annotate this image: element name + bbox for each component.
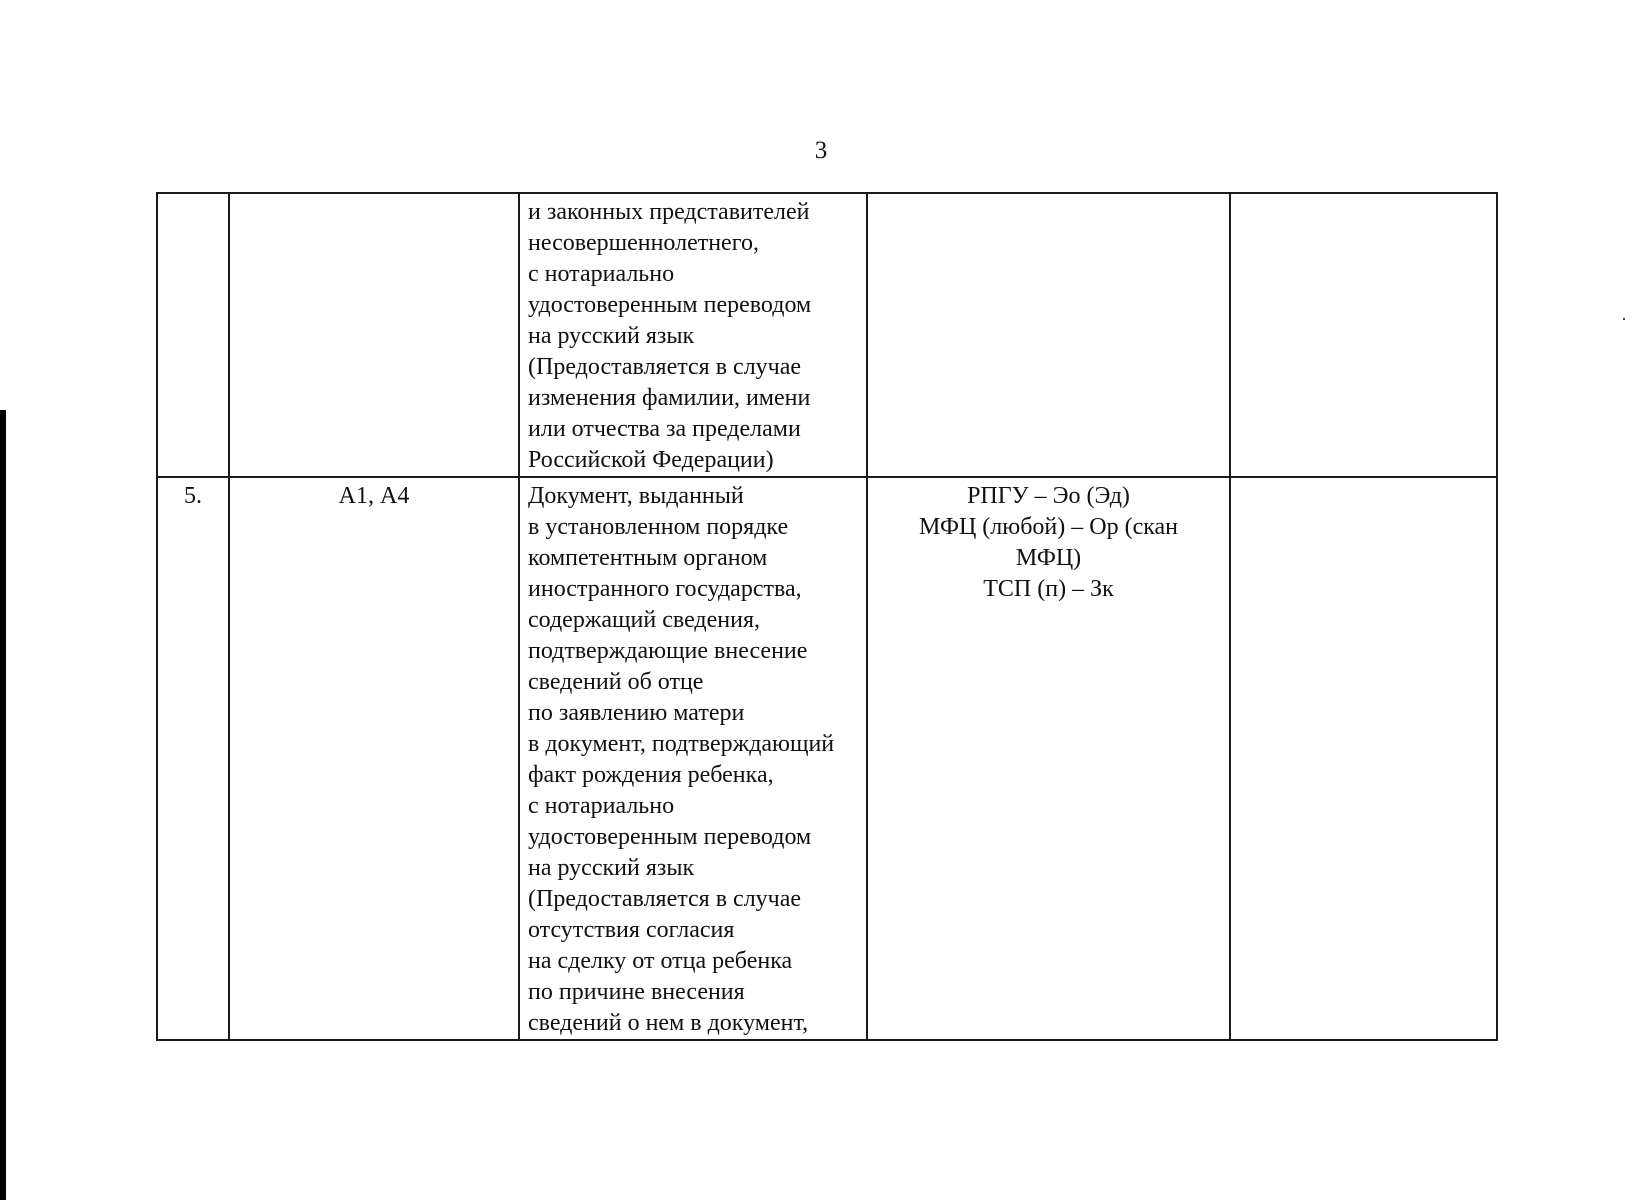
document-line: подтверждающие внесение — [528, 638, 808, 664]
submission-line: МФЦ (любой) – Ор (скан — [918, 514, 1179, 540]
document-line: Документ, выданный — [528, 483, 744, 509]
document-line: в документ, подтверждающий — [528, 731, 835, 757]
scan-speck — [1623, 318, 1625, 320]
applicant-category-cell — [229, 193, 519, 477]
document-line: удостоверенным переводом — [528, 292, 812, 318]
applicant-category-cell: А1, А4 — [229, 477, 519, 1040]
notes-cell — [1230, 477, 1497, 1040]
document-line: отсутствия согласия — [528, 917, 735, 943]
document-line: сведений об отце — [528, 669, 704, 695]
notes-cell — [1230, 193, 1497, 477]
submission-line: РПГУ – Эо (Эд) — [967, 483, 1130, 509]
document-line: с нотариально — [528, 793, 675, 819]
document-line: несовершеннолетнего, — [528, 230, 759, 256]
submission-method-cell — [867, 193, 1230, 477]
document-line: с нотариально — [528, 261, 675, 287]
document-line: компетентным органом — [528, 545, 768, 571]
document-line: по заявлению матери — [528, 700, 745, 726]
document-line: на сделку от отца ребенка — [528, 948, 793, 974]
document-line: изменения фамилии, имени — [528, 385, 811, 411]
document-description-cell — [519, 193, 867, 477]
document-line: на русский язык — [528, 855, 695, 881]
submission-line: ТСП (п) – Зк — [983, 576, 1114, 602]
document-table — [156, 192, 1498, 1041]
document-line: удостоверенным переводом — [528, 824, 812, 850]
table-row — [157, 193, 1497, 477]
row-number-cell: 5. — [157, 477, 229, 1040]
submission-line: МФЦ) — [1015, 545, 1082, 571]
document-line: сведений о нем в документ, — [528, 1010, 809, 1036]
document-line: Российской Федерации) — [528, 447, 774, 473]
document-line: (Предоставляется в случае — [528, 886, 802, 912]
document-line: или отчества за пределами — [528, 416, 801, 442]
document-line: содержащий сведения, — [528, 607, 760, 633]
document-line: и законных представителей — [528, 199, 810, 225]
page-number: 3 — [814, 137, 828, 164]
document-line: факт рождения ребенка, — [528, 762, 774, 788]
document-line: на русский язык — [528, 323, 695, 349]
submission-method-cell — [867, 477, 1230, 1040]
document-description-cell — [519, 477, 867, 1040]
row-number-cell — [157, 193, 229, 477]
document-line: по причине внесения — [528, 979, 745, 1005]
document-line: в установленном порядке — [528, 514, 789, 540]
table-row — [157, 477, 1497, 1040]
document-line: (Предоставляется в случае — [528, 354, 802, 380]
scan-edge-shadow — [0, 410, 6, 1200]
document-line: иностранного государства, — [528, 576, 802, 602]
